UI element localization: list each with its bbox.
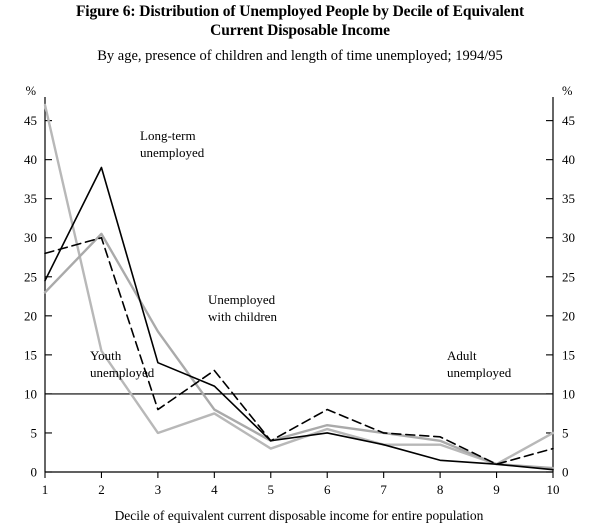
y-tick-label-left: 45 (24, 113, 37, 129)
y-tick-label-right: 5 (562, 425, 569, 441)
annotation-long-term-unemployed (140, 128, 205, 160)
x-tick-label: 6 (323, 482, 331, 497)
x-tick-label: 5 (267, 482, 275, 497)
annotation-line-1: Long-term (140, 128, 196, 143)
annotation-youth-unemployed (90, 348, 155, 380)
annotation-line-2: unemployed (90, 365, 155, 380)
y-tick-label-right: 0 (562, 464, 569, 480)
annotation-unemployed-with-children (208, 292, 277, 324)
figure-title-line-2: Current Disposable Income (210, 22, 390, 39)
figure-title-line-1: Figure 6: Distribution of Unemployed People by Decile of Equivalent (75, 3, 525, 20)
y-tick-label-left: 20 (24, 308, 37, 324)
y-tick-label-right: 15 (562, 347, 575, 363)
annotation-adult-unemployed (447, 348, 512, 380)
series-line-long-term-unemployed (45, 167, 553, 469)
y-tick-label-left: 40 (24, 152, 37, 168)
annotation-line-1: Unemployed (208, 292, 276, 307)
y-tick-label-right: 40 (562, 152, 575, 168)
y-tick-label-left: 5 (30, 425, 37, 441)
x-tick-label: 3 (154, 482, 162, 497)
y-tick-label-right: 30 (562, 230, 575, 246)
y-tick-label-left: 35 (24, 191, 37, 207)
x-tick-label: 9 (493, 482, 500, 497)
left-axis-unit: % (25, 84, 36, 98)
y-tick-label-right: 25 (562, 269, 575, 285)
y-tick-label-left: 0 (30, 464, 37, 480)
series-line-adult-unemployed (45, 105, 553, 464)
figure-subtitle: By age, presence of children and length of time unemployed; 1994/95 (97, 48, 503, 64)
right-axis-unit: % (562, 84, 573, 98)
y-tick-label-right: 45 (562, 113, 575, 129)
y-tick-label-left: 30 (24, 230, 37, 246)
annotation-line-2: with children (208, 309, 277, 324)
y-tick-label-right: 10 (562, 386, 575, 402)
y-tick-label-left: 15 (24, 347, 37, 363)
x-tick-label: 4 (211, 482, 218, 497)
x-axis-title: Decile of equivalent current disposable income for entire population (114, 508, 484, 523)
annotation-line-2: unemployed (447, 365, 512, 380)
figure-title (0, 2, 600, 40)
x-tick-label: 7 (380, 482, 387, 497)
chart-plot-area (0, 72, 600, 527)
annotation-line-1: Adult (447, 348, 477, 363)
annotation-line-1: Youth (90, 348, 122, 363)
x-tick-label: 2 (98, 482, 105, 497)
x-tick-label: 10 (546, 482, 560, 497)
y-tick-label-left: 10 (24, 386, 37, 402)
y-tick-label-left: 25 (24, 269, 37, 285)
x-tick-label: 1 (41, 482, 49, 497)
x-tick-label: 8 (436, 482, 444, 497)
annotation-line-2: unemployed (140, 145, 205, 160)
y-tick-label-right: 20 (562, 308, 575, 324)
line-chart (0, 72, 600, 527)
y-tick-label-right: 35 (562, 191, 575, 207)
